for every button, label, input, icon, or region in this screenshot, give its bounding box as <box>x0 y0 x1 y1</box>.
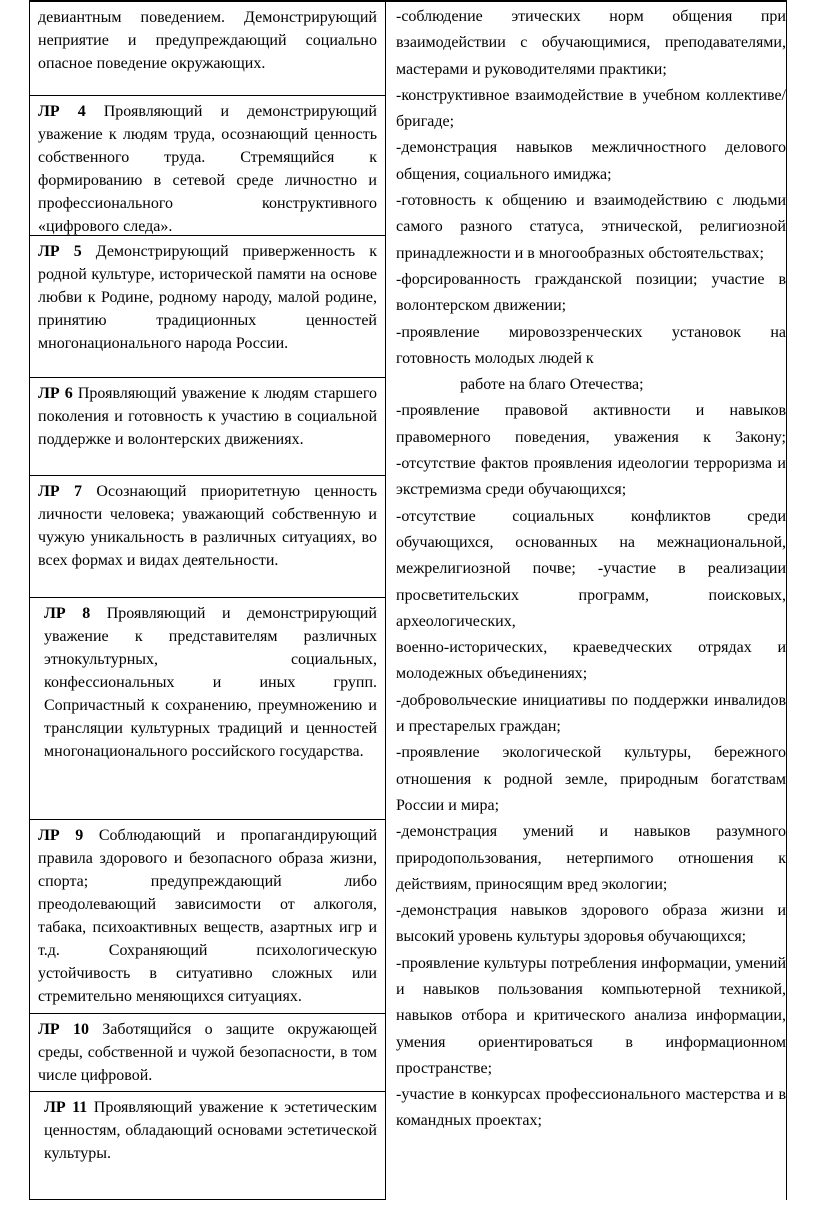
cell-text: Осознающий приоритетную ценность личности человека; уважающий собственную и чужую уникальность в различных ситуациях, во всех формах и видах деятельности. <box>38 483 378 569</box>
cell-code: ЛР 6 <box>38 385 73 402</box>
cell-code: ЛР 4 <box>38 103 86 120</box>
left-cell-lr5 <box>30 236 385 378</box>
criterion-line: -проявление мировоззренческих установок на готовность молодых людей к <box>396 323 786 367</box>
criterion-line: -демонстрация умений и навыков разумного природопользования, нетерпимого отношения к действиям, приносящим вред экологии; <box>396 823 786 893</box>
left-cell-lr7 <box>30 476 385 598</box>
criterion-line: -проявление правовой активности и навыков правомерного поведения, уважения к Закону; -отсутствие фактов проявления идеологии терроризма и экстремизма среди обучающихся; <box>396 402 786 499</box>
criterion-line: -форсированность гражданской позиции; участие в волонтерском движении; <box>396 270 786 315</box>
criterion-line: -проявление экологической культуры, бережного отношения к родной земле, природным богатствам России и мира; <box>396 744 786 814</box>
criterion-line: -соблюдение этических норм общения при взаимодействии с обучающимися, преподавателями, мастерами и руководителями практики; <box>396 8 786 78</box>
cell-text: Проявляющий уважение к эстетическим ценностям, обладающий основами эстетической культуры. <box>44 1099 378 1162</box>
cell-text: девиантным поведением. Демонстрирующий неприятие и предупреждающий социально опасное поведение окружающих. <box>38 9 377 72</box>
left-cell-lr9 <box>30 820 385 1014</box>
criterion-line: -готовность к общению и взаимодействию с людьми самого разного статуса, этнической, религиозной принадлежности и в многообразных обстоятельствах; <box>396 192 786 262</box>
cell-code: ЛР 8 <box>44 605 91 622</box>
cell-text: Соблюдающий и пропагандирующий правила здорового и безопасного образа жизни, спорта; предупреждающий либо преодолевающий зависимости от алкоголя, табака, психоактивных веществ, азартных игр и т.д. Сохраняющий психологическую устойчивость в ситуативно сложных или стремительно меняющихся ситуациях. <box>38 827 377 1005</box>
cell-code: ЛР 10 <box>38 1021 89 1038</box>
cell-text: Проявляющий уважение к людям старшего поколения и готовность к участию в социальной поддержке и волонтерских движениях. <box>38 385 378 448</box>
criterion-line: -демонстрация навыков здорового образа жизни и высокий уровень культуры здоровья обучающихся; <box>396 902 786 946</box>
right-column-criteria <box>386 4 786 1135</box>
criterion-line: -демонстрация навыков межличностного делового общения, социального имиджа; <box>396 139 786 183</box>
criterion-line: -конструктивное взаимодействие в учебном коллективе/бригаде; <box>396 86 786 131</box>
table-right-border <box>786 0 787 1200</box>
criterion-line: -участие в конкурсах профессионального мастерства и в командных проектах; <box>396 1086 786 1130</box>
cell-text: Заботящийся о защите окружающей среды, собственной и чужой безопасности, в том числе цифровой. <box>38 1021 378 1084</box>
left-cell-lr11 <box>30 1092 385 1200</box>
left-cell-lr4 <box>30 96 385 236</box>
criterion-line: -добровольческие инициативы по поддержки инвалидов и престарелых граждан; <box>396 691 786 736</box>
cell-code: ЛР 5 <box>38 243 82 260</box>
criterion-line: работе на благо Отечества; <box>460 376 644 394</box>
cell-code: ЛР 7 <box>38 483 83 500</box>
left-cell-lr10 <box>30 1014 385 1092</box>
cell-code: ЛР 11 <box>44 1099 88 1116</box>
cell-code: ЛР 9 <box>38 827 84 844</box>
left-cell-continuation <box>30 2 385 96</box>
criterion-line: -проявление культуры потребления информации, умений и навыков пользования компьютерной техникой, навыков отбора и критического анализа информации, умения ориентироваться в информационном пространстве; <box>396 954 786 1077</box>
cell-text: Демонстрирующий приверженность к родной культуре, исторической памяти на основе любви к Родине, родному народу, малой родине, принятию традиционных ценностей многонационального народа России. <box>38 243 377 352</box>
left-cell-lr6 <box>30 378 385 476</box>
cell-text: Проявляющий и демонстрирующий уважение к людям труда, осознающий ценность собственного труда. Стремящийся к формированию в сетевой среде личностно и профессионального конструктивного «цифрового следа». <box>38 103 377 235</box>
cell-text: Проявляющий и демонстрирующий уважение к представителям различных этнокультурных, социальных, конфессиональных и иных групп. Сопричастный к сохранению, преумножению и трансляции культурных традиций и ценностей многонационального российского государства. <box>44 605 377 760</box>
criterion-line: военно-исторических, краеведческих отрядах и молодежных объединениях; <box>396 639 786 683</box>
criterion-line: -отсутствие социальных конфликтов среди обучающихся, основанных на межнациональной, межрелигиозной почве; -участие в реализации просветительских программ, поисковых, археологических, <box>396 507 786 630</box>
left-cell-lr8 <box>30 598 385 820</box>
